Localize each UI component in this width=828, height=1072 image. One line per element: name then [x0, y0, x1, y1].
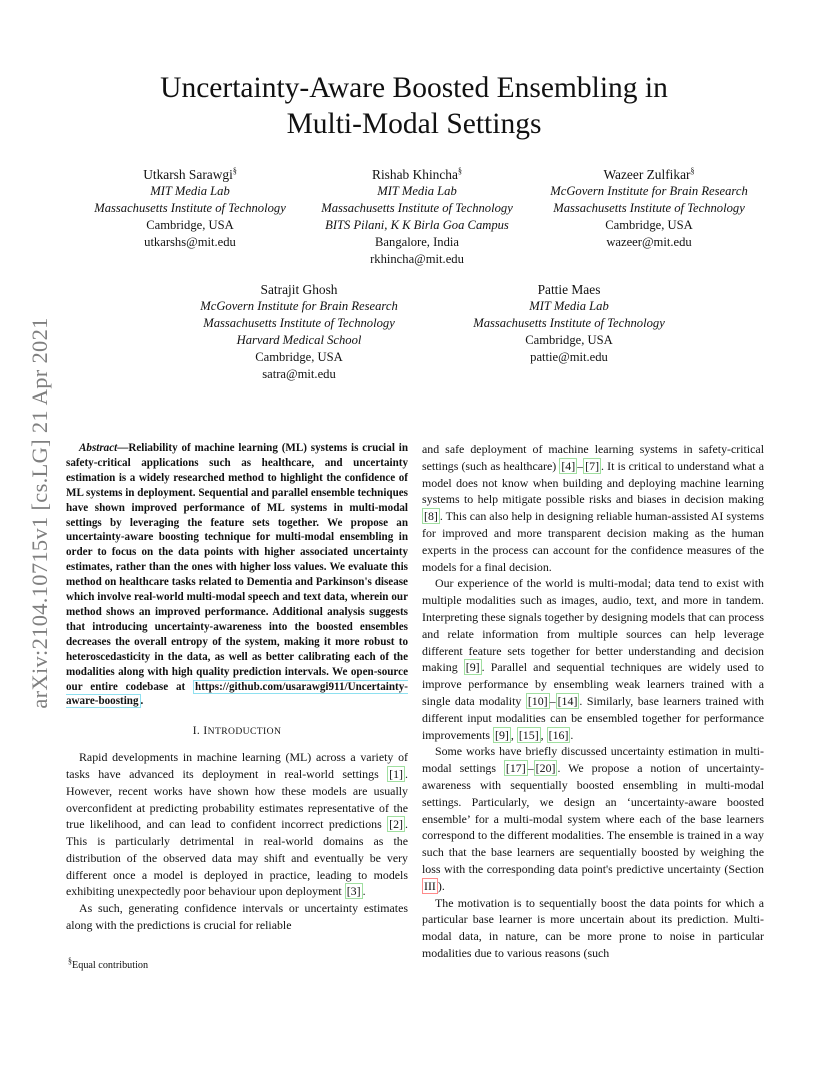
equal-contrib-mark: §	[690, 166, 695, 176]
section-number: I.	[192, 725, 204, 738]
citation-link[interactable]: [1]	[389, 766, 404, 781]
title-line-1: Uncertainty-Aware Boosted Ensembling in	[160, 72, 668, 104]
footnote-mark: §	[68, 956, 72, 966]
right-column	[422, 441, 764, 962]
author-block	[536, 166, 762, 251]
body-paragraph: Our experience of the world is multi-modal; data tend to exist with multiple modalities such as images, audio, text, and more in tandem. Interpreting these signals together by designing models that can process and relate information from multiple sources can help leverage different feature sets together for better understanding and decision making [9] . Parallel and sequential techniques are widely used to improve performance by ensembling weak learners trained with a single data modality [10] – [14] . Similarly, base learners trained with different input modalities can be ensembled together for performance improvements [9] , [15] , [16] .	[422, 576, 764, 742]
author-block	[80, 166, 300, 251]
affiliation: MIT Media Lab	[377, 184, 457, 198]
citation-link[interactable]: [9]	[465, 660, 480, 675]
citation-link[interactable]: [4]	[561, 458, 576, 473]
author-block	[304, 166, 530, 268]
author-name: Satrajit Ghosh	[260, 282, 338, 297]
footnote	[68, 956, 149, 971]
body-paragraph: As such, generating confidence intervals or uncertainty estimates along with the predictions is crucial for reliable	[66, 901, 408, 933]
citation-link[interactable]: [14]	[557, 693, 578, 708]
affiliation: BITS Pilani, K K Birla Goa Campus	[325, 218, 509, 232]
citation-link[interactable]: [15]	[518, 727, 539, 742]
abstract-label: Abstract	[79, 442, 118, 454]
left-column	[66, 441, 408, 934]
abstract-text: —Reliability of machine learning (ML) systems is crucial in safety-critical applications such as healthcare, and uncertainty estimation is a widely researched method to highlight the confidence of ML systems in deployment. Sequential and parallel ensemble techniques have shown improved performance of ML systems in multi-modal settings by leveraging the feature sets together. We propose an uncertainty-aware boosting technique for multi-modal ensembling in order to focus on the data points with higher associated uncertainty estimates, rather than the ones with higher loss values. We evaluate this method on healthcare tasks related to Dementia and Parkinson's disease which involve real-world multi-modal speech and text data, wherein our method shows an improved performance. Additional analysis suggests that introducing uncertainty-awareness into the boosted ensembles decreases the overall entropy of the system, making it more robust to heteroscedasticity in the data, as well as better calibrating each of the modalities along with high quality prediction intervals. We open-source our entire codebase at	[66, 442, 408, 693]
citation-link[interactable]: [20]	[535, 761, 556, 776]
affiliation: McGovern Institute for Brain Research	[550, 184, 748, 198]
body-paragraph: The motivation is to sequentially boost the data points for which a particular base learner is more uncertain about its prediction. Multi-modal data, in nature, can be more prone to noise in particular modalities due to various reasons (such	[422, 895, 764, 960]
paper-title	[80, 70, 748, 142]
arxiv-stamp-text: arXiv:2104.10715v1 [cs.LG] 21 Apr 2021	[27, 317, 52, 709]
author-name: Pattie Maes	[537, 282, 601, 297]
location: Cambridge, USA	[146, 218, 234, 232]
affiliation: Harvard Medical School	[236, 333, 362, 347]
author-block	[186, 281, 412, 383]
citation-link[interactable]: [3]	[346, 884, 361, 899]
email: utkarshs@mit.edu	[144, 235, 236, 249]
location: Cambridge, USA	[525, 333, 613, 347]
affiliation: Massachusetts Institute of Technology	[203, 316, 395, 330]
abstract-end: .	[140, 695, 144, 708]
affiliation: MIT Media Lab	[150, 184, 230, 198]
footnote-text: Equal contribution	[72, 960, 149, 971]
abstract	[66, 441, 408, 709]
body-paragraph: and safe deployment of machine learning systems in safety-critical settings (such as healthcare) [4] – [7] . It is critical to understand what a model does not know when building and deploying machine learning systems to help mitigate possible risks and biases in decision making [8] . This can also help in designing reliable human-assisted AI systems for improved and more transparent decision making as the human experts in the process can account for the confidence measures of the models for a final decision.	[422, 442, 764, 574]
email: wazeer@mit.edu	[606, 235, 692, 249]
equal-contrib-mark: §	[457, 166, 462, 176]
author-name: Utkarsh Sarawgi	[143, 167, 233, 182]
section-title-rest: NTRODUCTION	[207, 726, 282, 738]
section-heading-introduction	[66, 723, 408, 741]
equal-contrib-mark: §	[232, 166, 237, 176]
location: Cambridge, USA	[255, 350, 343, 364]
location: Cambridge, USA	[605, 218, 693, 232]
affiliation: Massachusetts Institute of Technology	[94, 201, 286, 215]
section-title-initial: I	[203, 725, 208, 738]
title-line-2: Multi-Modal Settings	[286, 108, 542, 140]
affiliation: Massachusetts Institute of Technology	[553, 201, 745, 215]
citation-link[interactable]: [9]	[495, 727, 509, 742]
body-paragraph: Rapid developments in machine learning (ML) across a variety of tasks have advanced its deployment in real-world settings [1] . However, recent works have shown how these models are usually overconfident at predicting probability estimates representative of the true likelihood, and can lead to confident incorrect predictions [2] . This is particularly detrimental in real-world domains as the distribution of the observed data may shift and eventually be very different once a model is deployed in practice, leading to models exhibiting unexpectedly poor behaviour upon deployment [3] .	[66, 750, 408, 899]
author-name: Wazeer Zulfikar	[603, 167, 691, 182]
section-reference-link[interactable]: III	[424, 878, 436, 893]
email: pattie@mit.edu	[530, 350, 608, 364]
citation-link[interactable]: [2]	[389, 817, 404, 832]
arxiv-stamp	[18, 263, 62, 763]
citation-link[interactable]: [8]	[424, 509, 438, 524]
author-name: Rishab Khincha	[372, 167, 458, 182]
citation-link[interactable]: [7]	[585, 458, 600, 473]
codebase-link[interactable]: https://github.com/usarawgi911/Uncertainty-aware-boosting	[66, 680, 408, 708]
body-paragraph: Some works have briefly discussed uncertainty estimation in multi-modal settings [17] – [20] . We propose a notion of uncertainty-awareness with sequentially boosted ensembling in multi-modal settings. Particularly, we design an ‘uncertainty-aware boosted ensemble’ for a multi-modal system where each of the base learners correspond to the different modalities. The ensemble is trained in a way such that the base learners are sequentially boosted by weighing the loss with the corresponding data point's predictive uncertainty (Section III ).	[422, 744, 764, 893]
abstract-paragraph	[66, 441, 408, 709]
affiliation: MIT Media Lab	[529, 299, 609, 313]
location: Bangalore, India	[375, 235, 459, 249]
citation-link[interactable]: [10]	[527, 693, 548, 708]
email: rkhincha@mit.edu	[370, 252, 464, 266]
email: satra@mit.edu	[262, 367, 336, 381]
affiliation: McGovern Institute for Brain Research	[200, 299, 398, 313]
affiliation: Massachusetts Institute of Technology	[321, 201, 513, 215]
affiliation: Massachusetts Institute of Technology	[473, 316, 665, 330]
author-block	[456, 281, 682, 366]
citation-link[interactable]: [17]	[505, 761, 526, 776]
citation-link[interactable]: [16]	[548, 727, 569, 742]
